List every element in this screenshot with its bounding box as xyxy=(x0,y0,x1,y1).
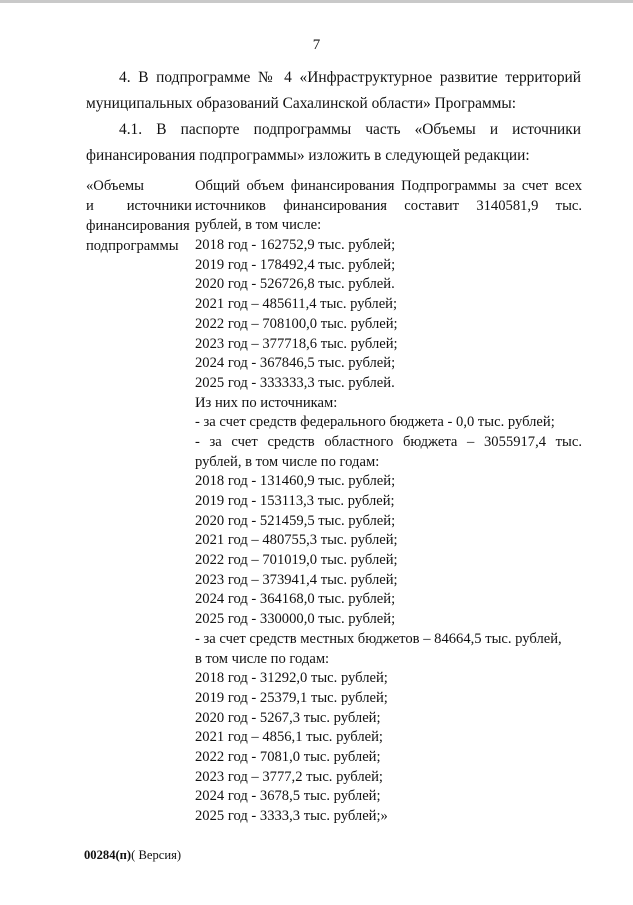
paragraph-2-line-2: финансирования подпрограммы» изложить в следующей редакции: xyxy=(86,147,530,164)
label-line-2-b: источники xyxy=(126,198,192,214)
content-line: 2022 год - 7081,0 тыс. рублей; xyxy=(195,748,381,765)
content-line: 2021 год – 485611,4 тыс. рублей; xyxy=(195,296,398,313)
content-line: 2021 год – 4856,1 тыс. рублей; xyxy=(195,729,383,746)
content-line: 2024 год - 3678,5 тыс. рублей; xyxy=(195,788,381,805)
content-line: 2024 год - 367846,5 тыс. рублей; xyxy=(195,355,396,372)
content-line: в том числе по годам: xyxy=(195,650,330,667)
content-line: 2024 год - 364168,0 тыс. рублей; xyxy=(195,591,396,608)
content-line: 2023 год – 377718,6 тыс. рублей; xyxy=(195,335,398,352)
content-line: - за счет средств областного бюджета – 3055917,4 тыс. xyxy=(195,433,582,450)
content-line: 2021 год – 480755,3 тыс. рублей; xyxy=(195,532,398,549)
content-line: рублей, в том числе по годам: xyxy=(195,453,380,470)
label-line-3: финансирования xyxy=(86,218,190,234)
content-line: 2020 год - 521459,5 тыс. рублей; xyxy=(195,512,396,529)
label-line-2-a: и xyxy=(86,198,94,214)
content-line: 2025 год - 333333,3 тыс. рублей. xyxy=(195,374,395,391)
content-line: - за счет средств местных бюджетов – 84664,5 тыс. рублей, xyxy=(195,630,562,647)
paragraph-2-line-1: 4.1. В паспорте подпрограммы часть «Объемы и источники xyxy=(119,121,581,138)
content-line: источников финансирования составит 3140581,9 тыс. xyxy=(195,197,582,214)
content-line: 2020 год - 5267,3 тыс. рублей; xyxy=(195,709,381,726)
content-line: 2025 год - 330000,0 тыс. рублей; xyxy=(195,611,396,628)
document-code: 00284(п) xyxy=(84,848,132,862)
content-line: 2023 год – 373941,4 тыс. рублей; xyxy=(195,571,398,588)
content-line: 2022 год – 708100,0 тыс. рублей; xyxy=(195,315,398,332)
document-version: ( Версия) xyxy=(131,848,182,862)
content-line: - за счет средств федерального бюджета - 0,0 тыс. рублей; xyxy=(195,414,555,431)
page-number: 7 xyxy=(312,37,321,53)
content-line: Из них по источникам: xyxy=(195,394,338,411)
content-line: 2019 год - 178492,4 тыс. рублей; xyxy=(195,256,396,273)
content-line: 2018 год - 31292,0 тыс. рублей; xyxy=(195,670,388,687)
content-line: 2022 год – 701019,0 тыс. рублей; xyxy=(195,552,398,569)
paragraph-1-line-1: 4. В подпрограмме № 4 «Инфраструктурное развитие территорий xyxy=(119,69,581,86)
content-line: 2025 год - 3333,3 тыс. рублей;» xyxy=(195,808,388,824)
content-line: 2019 год - 153113,3 тыс. рублей; xyxy=(195,493,395,509)
content-line: 2018 год - 162752,9 тыс. рублей; xyxy=(195,237,396,254)
content-line: рублей, в том числе: xyxy=(195,217,322,234)
content-line: 2019 год - 25379,1 тыс. рублей; xyxy=(195,689,388,706)
top-scan-border xyxy=(0,0,633,3)
content-line: 2020 год - 526726,8 тыс. рублей. xyxy=(195,276,395,293)
label-line-1: «Объемы xyxy=(86,178,144,194)
content-line: Общий объем финансирования Подпрограммы за счет всех xyxy=(195,178,582,194)
passport-section-label xyxy=(86,176,192,256)
label-line-4: подпрограммы xyxy=(86,238,179,254)
passport-section-content xyxy=(195,176,582,826)
content-line: 2018 год - 131460,9 тыс. рублей; xyxy=(195,473,396,490)
content-line: 2023 год – 3777,2 тыс. рублей; xyxy=(195,768,383,785)
label-line-2 xyxy=(86,196,192,216)
document-footer xyxy=(84,847,181,863)
paragraph-1-line-2: муниципальных образований Сахалинской области» Программы: xyxy=(86,95,517,112)
